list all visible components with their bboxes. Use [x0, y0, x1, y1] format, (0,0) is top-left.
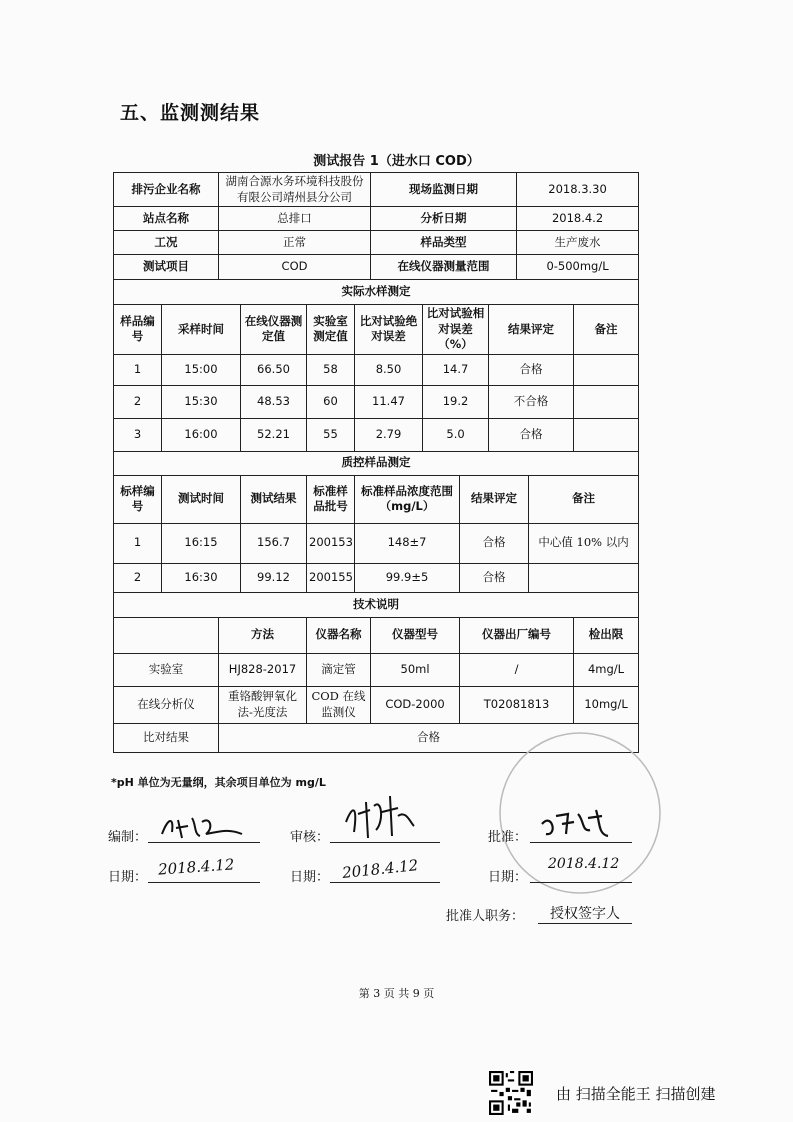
- cell: 合格: [489, 418, 574, 451]
- condition-label: 工况: [114, 231, 219, 255]
- qc-header: 结果评定: [460, 475, 529, 523]
- cell: 15:00: [162, 354, 241, 385]
- station-value: 总排口: [219, 207, 371, 231]
- cell: 19.2: [423, 385, 489, 418]
- reviewer-signature: [340, 792, 422, 846]
- qc-header: 测试结果: [241, 475, 307, 523]
- cell: 52.21: [241, 418, 307, 451]
- approver-date-label: 日期：: [488, 870, 528, 885]
- editor-date: 2018.4.12: [157, 855, 235, 879]
- section-title: 五、监测测结果: [120, 102, 261, 124]
- analysis-date-label: 分析日期: [371, 207, 517, 231]
- table-row: [114, 686, 639, 723]
- cell: 2.79: [355, 418, 423, 451]
- company-label: 排污企业名称: [114, 173, 219, 207]
- range-label: 在线仪器测量范围: [371, 255, 517, 280]
- cell: 99.9±5: [355, 563, 460, 592]
- cell: 1: [114, 523, 162, 563]
- qc-header: 标准样品批号: [307, 475, 355, 523]
- test-item-value: COD: [219, 255, 371, 280]
- cell: 15:30: [162, 385, 241, 418]
- reviewer-date-label: 日期：: [290, 870, 330, 885]
- tech-header: [114, 617, 219, 653]
- report-title: 测试报告 1（进水口 COD）: [313, 154, 480, 169]
- cell: 滴定管: [307, 653, 371, 686]
- cell: 合格: [460, 563, 529, 592]
- tech-header: 仪器出厂编号: [460, 617, 574, 653]
- cell: 10mg/L: [574, 686, 639, 723]
- cell: 11.47: [355, 385, 423, 418]
- condition-value: 正常: [219, 231, 371, 255]
- table-row: [114, 653, 639, 686]
- approver-title-value: 授权签字人: [538, 903, 632, 924]
- cell: 5.0: [423, 418, 489, 451]
- qc-section-title: 质控样品测定: [114, 451, 639, 475]
- conclusion-value: 合格: [219, 723, 639, 752]
- qc-header: 标样编号: [114, 475, 162, 523]
- actual-header: 备注: [574, 305, 639, 355]
- cell: COD 在线监测仪: [307, 686, 371, 723]
- qr-code-icon: [489, 1071, 533, 1115]
- cell: T02081813: [460, 686, 574, 723]
- cell: 16:00: [162, 418, 241, 451]
- cell: 在线分析仪: [114, 686, 219, 723]
- cell: 55: [307, 418, 355, 451]
- editor-date-label: 日期：: [108, 870, 148, 885]
- report-table: [113, 172, 639, 753]
- company-value: 湖南合源水务环境科技股份有限公司靖州县分公司: [219, 173, 371, 207]
- reviewer-date: 2018.4.12: [341, 856, 420, 882]
- page-footer: 第 3 页 共 9 页: [358, 987, 435, 1000]
- test-item-label: 测试项目: [114, 255, 219, 280]
- actual-header: 样品编号: [114, 305, 162, 355]
- cell: [574, 354, 639, 385]
- approver-signature: [538, 806, 618, 842]
- conclusion-label: 比对结果: [114, 723, 219, 752]
- tech-header: 方法: [219, 617, 307, 653]
- approver-date: 2018.4.12: [548, 856, 620, 872]
- approver-title-label: 批准人职务：: [446, 909, 525, 924]
- analysis-date-value: 2018.4.2: [517, 207, 639, 231]
- monitor-date-label: 现场监测日期: [371, 173, 517, 207]
- cell: 合格: [489, 354, 574, 385]
- cell: /: [460, 653, 574, 686]
- actual-header: 实验室测定值: [307, 305, 355, 355]
- cell: COD-2000: [371, 686, 460, 723]
- cell: 200155: [307, 563, 355, 592]
- cell: HJ828-2017: [219, 653, 307, 686]
- cell: 实验室: [114, 653, 219, 686]
- cell: 14.7: [423, 354, 489, 385]
- monitor-date-value: 2018.3.30: [517, 173, 639, 207]
- cell: [529, 563, 639, 592]
- cell: 不合格: [489, 385, 574, 418]
- cell: 2: [114, 385, 162, 418]
- station-label: 站点名称: [114, 207, 219, 231]
- sample-type-value: 生产废水: [517, 231, 639, 255]
- unit-note: *pH 单位为无量纲，其余项目单位为 mg/L: [111, 776, 326, 789]
- cell: 中心值 10% 以内: [529, 523, 639, 563]
- qc-header: 测试时间: [162, 475, 241, 523]
- cell: 4mg/L: [574, 653, 639, 686]
- actual-header: 结果评定: [489, 305, 574, 355]
- cell: 1: [114, 354, 162, 385]
- cell: 2: [114, 563, 162, 592]
- reviewer-label: 审核：: [290, 830, 330, 845]
- actual-section-title: 实际水样测定: [114, 280, 639, 305]
- scan-watermark: 由 扫描全能王 扫描创建: [556, 1085, 716, 1103]
- cell: 3: [114, 418, 162, 451]
- cell: 合格: [460, 523, 529, 563]
- qc-header: 标准样品浓度范围（mg/L）: [355, 475, 460, 523]
- editor-signature: [158, 810, 254, 844]
- table-row: [114, 354, 639, 385]
- qc-header: 备注: [529, 475, 639, 523]
- cell: 66.50: [241, 354, 307, 385]
- editor-label: 编制：: [108, 830, 148, 845]
- range-value: 0-500mg/L: [517, 255, 639, 280]
- cell: 200153: [307, 523, 355, 563]
- approver-label: 批准：: [488, 830, 528, 845]
- tech-header: 仪器名称: [307, 617, 371, 653]
- actual-header: 比对试验相对误差（%）: [423, 305, 489, 355]
- table-row: [114, 385, 639, 418]
- cell: 58: [307, 354, 355, 385]
- cell: [574, 385, 639, 418]
- table-row: [114, 523, 639, 563]
- table-row: [114, 418, 639, 451]
- cell: [574, 418, 639, 451]
- tech-section-title: 技术说明: [114, 592, 639, 617]
- actual-header: 采样时间: [162, 305, 241, 355]
- cell: 16:15: [162, 523, 241, 563]
- actual-header: 在线仪器测定值: [241, 305, 307, 355]
- cell: 8.50: [355, 354, 423, 385]
- table-row: [114, 563, 639, 592]
- cell: 148±7: [355, 523, 460, 563]
- cell: 重铬酸钾氧化法-光度法: [219, 686, 307, 723]
- actual-header: 比对试验绝对误差: [355, 305, 423, 355]
- tech-header: 检出限: [574, 617, 639, 653]
- cell: 50ml: [371, 653, 460, 686]
- cell: 60: [307, 385, 355, 418]
- tech-header: 仪器型号: [371, 617, 460, 653]
- cell: 99.12: [241, 563, 307, 592]
- cell: 156.7: [241, 523, 307, 563]
- sample-type-label: 样品类型: [371, 231, 517, 255]
- cell: 48.53: [241, 385, 307, 418]
- cell: 16:30: [162, 563, 241, 592]
